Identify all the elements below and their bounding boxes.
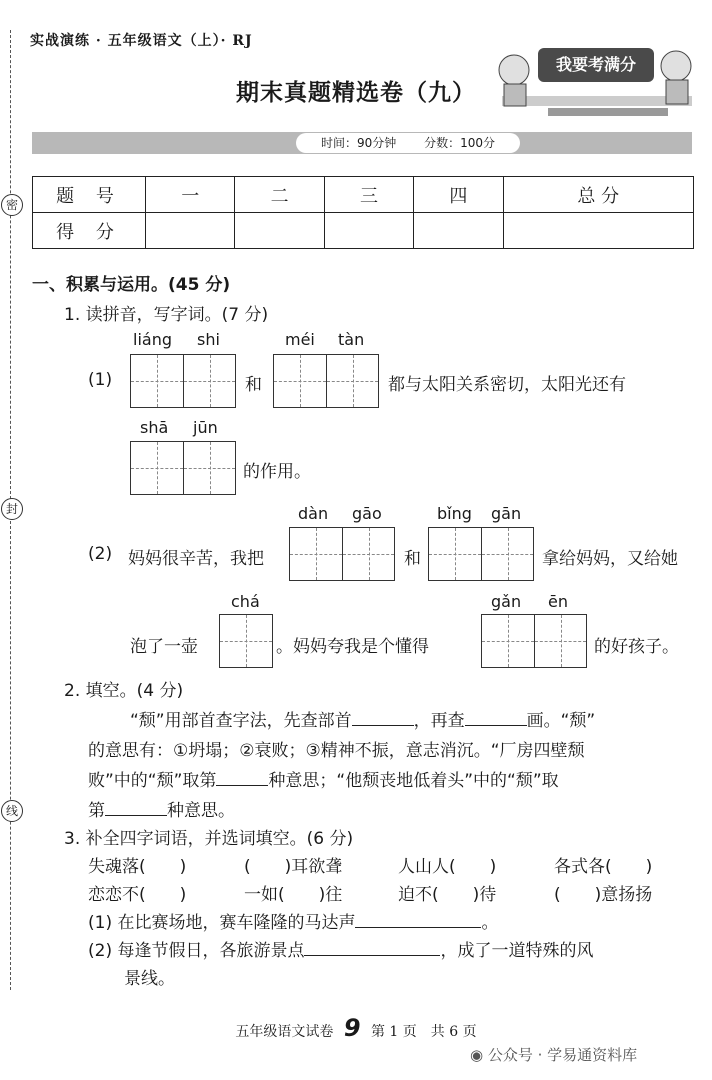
question-text: 种意思；“他颓丧地低着头”中的“颓”取: [268, 771, 559, 791]
watermark-text: 公众号 · 学易通资料库: [487, 1046, 638, 1064]
connector-text: 和: [245, 375, 262, 395]
idiom-item[interactable]: 各式各( ): [554, 857, 653, 877]
question-heading: 3. 补全四字词语，并选词填空。(6 分): [64, 829, 354, 849]
question-text: 种意思。: [167, 801, 235, 821]
pinyin: bǐng: [437, 504, 472, 523]
pinyin: gǎn: [491, 592, 522, 611]
pinyin: shi: [197, 330, 220, 349]
answer-grid[interactable]: [130, 354, 236, 408]
idiom-item[interactable]: 恋恋不( ): [88, 885, 187, 905]
table-cell: 总 分: [503, 177, 693, 213]
motto-banner: 我要考满分: [538, 48, 654, 82]
footer-label: 五年级语文试卷: [235, 1024, 334, 1040]
score-input-cell[interactable]: [503, 213, 693, 249]
pinyin: tàn: [338, 330, 365, 349]
table-row: [33, 177, 694, 213]
answer-blank[interactable]: [465, 707, 527, 726]
table-cell: 二: [235, 177, 324, 213]
exam-number: 9: [343, 1014, 361, 1042]
score-input-cell[interactable]: [146, 213, 235, 249]
answer-grid[interactable]: [481, 614, 587, 668]
answer-grid[interactable]: [428, 527, 534, 581]
connector-text: 和: [404, 549, 421, 569]
answer-grid[interactable]: [130, 441, 236, 495]
pinyin: gāo: [352, 504, 382, 523]
answer-grid[interactable]: [289, 527, 395, 581]
time-info: 时间：90分钟: [320, 136, 397, 150]
table-cell: 一: [146, 177, 235, 213]
table-cell: 题 号: [33, 177, 146, 213]
score-info: 分数：100分: [424, 136, 495, 150]
fill-line: [88, 766, 559, 791]
pinyin: méi: [285, 330, 315, 349]
page-footer: [0, 1014, 712, 1042]
item-label: (1): [88, 370, 113, 390]
idiom-item[interactable]: 人山人( ): [398, 857, 497, 877]
idiom-item[interactable]: ( )耳欲聋: [244, 857, 343, 877]
seal-mi: 密: [1, 194, 23, 216]
pinyin: gān: [491, 504, 522, 523]
answer-grid[interactable]: [219, 614, 273, 668]
pinyin: shā: [140, 418, 169, 437]
question-heading: 2. 填空。(4 分): [64, 681, 184, 701]
exam-info: [296, 133, 520, 153]
question-text: (1) 在比赛场地，赛车隆隆的马达声: [88, 913, 356, 933]
question-text: 。妈妈夸我是个懂得: [276, 637, 429, 657]
question-text: 拿给妈妈，又给她: [542, 549, 678, 569]
question-text: 。: [481, 913, 499, 933]
question-text: 败”中的“颓”取第: [88, 771, 217, 791]
table-cell: 三: [324, 177, 413, 213]
pinyin: dàn: [298, 504, 329, 523]
seal-feng: 封: [1, 498, 23, 520]
answer-blank[interactable]: [355, 909, 481, 928]
question-text: 第: [88, 801, 105, 821]
question-heading: 1. 读拼音，写字词。(7 分): [64, 305, 269, 325]
question-text: 的好孩子。: [594, 637, 679, 657]
idiom-item[interactable]: ( )意扬扬: [554, 885, 653, 905]
table-cell: 四: [414, 177, 503, 213]
score-input-cell[interactable]: [414, 213, 503, 249]
fill-line: [88, 936, 593, 961]
question-text: 泡了一壶: [130, 637, 198, 657]
question-text: 景线。: [124, 969, 175, 989]
pinyin: liáng: [133, 330, 172, 349]
section-heading: 一、积累与运用。(45 分): [32, 275, 231, 295]
answer-blank[interactable]: [304, 937, 440, 956]
idiom-item[interactable]: 一如( )往: [244, 885, 343, 905]
score-input-cell[interactable]: [235, 213, 324, 249]
question-text: ，成了一道特殊的风: [440, 941, 594, 961]
fill-line: [130, 706, 595, 731]
watermark: [470, 1044, 637, 1065]
table-row: [33, 213, 694, 249]
score-input-cell[interactable]: [324, 213, 413, 249]
pinyin: chá: [231, 592, 260, 611]
question-text: 都与太阳关系密切，太阳光还有: [388, 375, 626, 395]
pinyin: jūn: [193, 418, 218, 437]
question-text: (2) 每逢节假日，各旅游景点: [88, 941, 305, 961]
fill-line: [88, 796, 235, 821]
question-text: 画。“颓”: [526, 711, 596, 731]
answer-blank[interactable]: [216, 767, 268, 786]
seal-xian: 线: [1, 800, 23, 822]
series-label: 实战演练 · 五年级语文（上）· RJ: [30, 33, 253, 49]
question-text: 的作用。: [243, 462, 311, 482]
fill-line: [88, 908, 498, 933]
table-cell: 得 分: [33, 213, 146, 249]
page-number: 第 1 页 共 6 页: [370, 1024, 477, 1040]
answer-grid[interactable]: [273, 354, 379, 408]
question-text: 妈妈很辛苦，我把: [128, 549, 264, 569]
idiom-item[interactable]: 迫不( )待: [398, 885, 497, 905]
page-title: 期末真题精选卷（九）: [236, 80, 476, 106]
question-text: “颓”用部首查字法，先查部首: [130, 711, 352, 731]
wechat-icon: ◉: [470, 1046, 488, 1064]
answer-blank[interactable]: [105, 797, 167, 816]
item-label: (2): [88, 544, 113, 564]
question-text: ，再查: [413, 711, 465, 731]
question-text: 的意思有：①坍塌；②衰败；③精神不振，意志消沉。“厂房四壁颓: [88, 741, 585, 761]
answer-blank[interactable]: [352, 707, 414, 726]
score-table: [32, 176, 694, 249]
idiom-item[interactable]: 失魂落( ): [88, 857, 187, 877]
pinyin: ēn: [548, 592, 568, 611]
